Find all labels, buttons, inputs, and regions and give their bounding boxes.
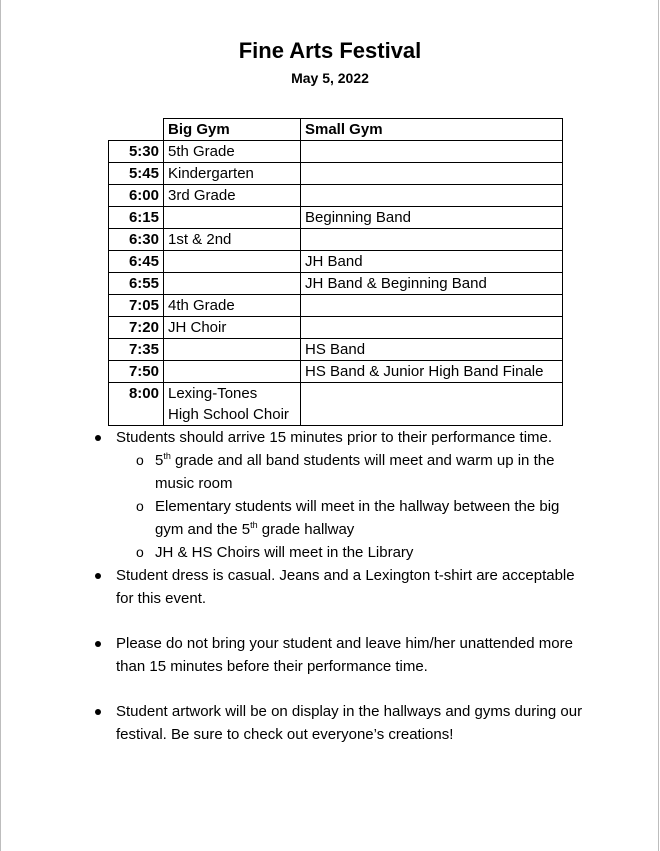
- table-row: [109, 295, 563, 317]
- table-row: [109, 141, 563, 163]
- time-cell: 5:30: [109, 141, 164, 163]
- sub-item-text-part: grade and all band students will meet and warm up in the music room: [155, 452, 555, 492]
- bullet-icon: [95, 641, 101, 647]
- table-row: [109, 185, 563, 207]
- page-title: Fine Arts Festival: [238, 38, 422, 63]
- time-cell: 6:00: [109, 185, 164, 207]
- table-row: [109, 317, 563, 339]
- small-gym-cell: [301, 295, 563, 317]
- big-gym-line: High School Choir: [168, 406, 289, 423]
- table-row: [109, 273, 563, 295]
- big-gym-line: Lexing-Tones: [168, 385, 258, 402]
- time-cell: 7:05: [109, 295, 164, 317]
- spacer: [90, 678, 590, 700]
- small-gym-cell: [301, 229, 563, 251]
- table-header-row: [109, 119, 563, 141]
- table-row: [109, 207, 563, 229]
- big-gym-cell: [164, 251, 301, 273]
- time-cell: 6:30: [109, 229, 164, 251]
- time-cell: 8:00: [109, 383, 164, 426]
- sub-list-item: [90, 449, 590, 495]
- small-gym-cell: HS Band & Junior High Band Finale: [301, 361, 563, 383]
- big-gym-cell: 5th Grade: [164, 141, 301, 163]
- small-gym-cell: [301, 383, 563, 426]
- big-gym-cell: [164, 273, 301, 295]
- sub-list-item: [90, 495, 590, 541]
- header-blank-cell: [109, 119, 164, 141]
- table-row: [109, 383, 563, 426]
- big-gym-cell: [164, 361, 301, 383]
- superscript: th: [250, 520, 258, 530]
- time-cell: 6:45: [109, 251, 164, 273]
- big-gym-cell: 1st & 2nd: [164, 229, 301, 251]
- table-row: [109, 361, 563, 383]
- list-item-text: Student dress is casual. Jeans and a Lexington t-shirt are acceptable for this event.: [116, 567, 575, 607]
- time-cell: 7:20: [109, 317, 164, 339]
- time-cell: 6:15: [109, 207, 164, 229]
- table-row: [109, 229, 563, 251]
- big-gym-cell: [164, 383, 301, 426]
- small-gym-cell: Beginning Band: [301, 207, 563, 229]
- time-cell: 7:35: [109, 339, 164, 361]
- list-item-text: Please do not bring your student and leave him/her unattended more than 15 minutes before their performance time.: [116, 635, 573, 675]
- big-gym-cell: 4th Grade: [164, 295, 301, 317]
- table-row: [109, 163, 563, 185]
- sub-item-text: [155, 452, 554, 492]
- header-big-gym: Big Gym: [164, 119, 301, 141]
- sub-item-text-part: 5: [155, 452, 164, 469]
- sub-item-text-part: grade hallway: [257, 521, 355, 538]
- small-gym-cell: HS Band: [301, 339, 563, 361]
- sub-item-text: [155, 498, 559, 538]
- notes-list: [90, 426, 590, 746]
- list-item: [90, 700, 590, 746]
- big-gym-cell: 3rd Grade: [164, 185, 301, 207]
- big-gym-cell: Kindergarten: [164, 163, 301, 185]
- spacer: [90, 610, 590, 632]
- schedule-table: [108, 118, 563, 426]
- time-cell: 7:50: [109, 361, 164, 383]
- list-item: [90, 564, 590, 610]
- list-item-text: Students should arrive 15 minutes prior to their performance time.: [116, 429, 553, 446]
- big-gym-cell: JH Choir: [164, 317, 301, 339]
- bullet-icon: [95, 435, 101, 441]
- bullet-icon: [95, 573, 101, 579]
- sub-item-text-part: Elementary students will meet in the hallway between the big gym and the 5: [155, 498, 560, 538]
- bullet-icon: [95, 709, 101, 715]
- sub-bullet-icon: o: [136, 452, 144, 468]
- sub-bullet-icon: o: [136, 498, 144, 514]
- event-date: May 5, 2022: [291, 70, 369, 86]
- small-gym-cell: JH Band & Beginning Band: [301, 273, 563, 295]
- small-gym-cell: [301, 163, 563, 185]
- small-gym-cell: [301, 141, 563, 163]
- big-gym-cell: [164, 207, 301, 229]
- list-item-text: Student artwork will be on display in the hallways and gyms during our festival. Be sure to check out everyone’s creations!: [116, 703, 583, 743]
- sub-list-item: [90, 541, 590, 564]
- small-gym-cell: [301, 317, 563, 339]
- list-item: [90, 632, 590, 678]
- header-small-gym: Small Gym: [301, 119, 563, 141]
- big-gym-cell: [164, 339, 301, 361]
- small-gym-cell: JH Band: [301, 251, 563, 273]
- table-row: [109, 339, 563, 361]
- sub-item-text: JH & HS Choirs will meet in the Library: [155, 544, 414, 561]
- time-cell: 6:55: [109, 273, 164, 295]
- table-row: [109, 251, 563, 273]
- small-gym-cell: [301, 185, 563, 207]
- list-item: [90, 426, 590, 449]
- time-cell: 5:45: [109, 163, 164, 185]
- superscript: th: [163, 451, 171, 461]
- sub-bullet-icon: o: [136, 544, 144, 560]
